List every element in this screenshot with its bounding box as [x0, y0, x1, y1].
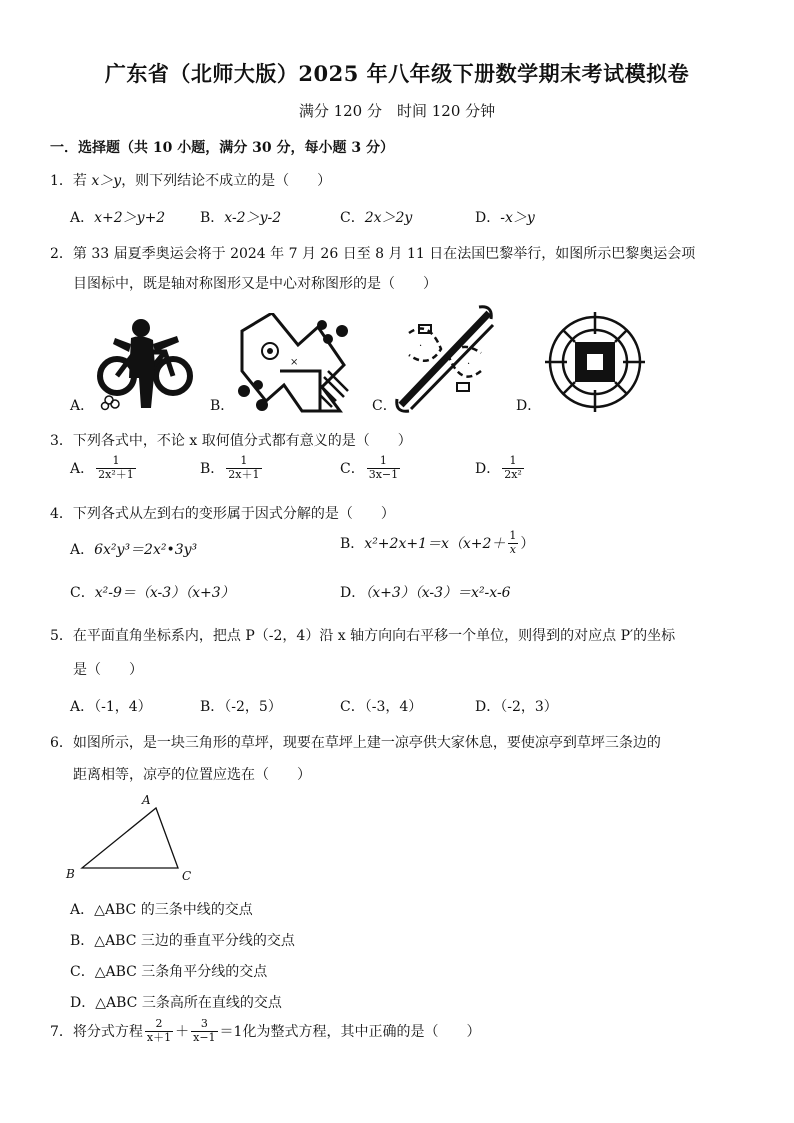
- q4-option-a: A．6x²y³＝2x²•3y³: [70, 542, 198, 558]
- q6-option-c: C．△ABC 三条角平分线的交点: [70, 964, 268, 980]
- page-title: 广东省（北师大版）2025 年八年级下册数学期末考试模拟卷: [104, 61, 690, 86]
- question-number: 1．: [50, 173, 73, 189]
- q6-option-d: D．△ABC 三条高所在直线的交点: [70, 995, 282, 1011]
- q6-option-b: B．△ABC 三边的垂直平分线的交点: [70, 933, 295, 949]
- question-number: 2．: [50, 246, 73, 262]
- svg-text:·: ·: [467, 359, 471, 370]
- q3-option-b: B． $\frac{1}{2x+1}$: [200, 454, 260, 481]
- q4-option-b: B． x²+2x+1＝x（x+2＋ $\frac{1}{x}$ ）: [340, 529, 535, 556]
- q1-option-a: A．x+2＞y+2: [70, 210, 166, 226]
- q4-option-d: D．（x+3）（x-3）＝x²-x-6: [340, 585, 511, 601]
- question-number: 5．: [50, 628, 73, 644]
- question-2-line2: 目图标中，既是轴对称图形又是中心对称图形的是（ ）: [73, 276, 437, 292]
- section-heading: 一．选择题（共 10 小题，满分 30 分，每小题 3 分）: [50, 140, 394, 156]
- question-5-line2: 是（ ）: [73, 662, 143, 678]
- q5-option-d: D．（-2，3）: [475, 699, 558, 715]
- svg-text:·: ·: [419, 341, 423, 352]
- question-4-stem: 4．下列各式从左到右的变形属于因式分解的是（ ）: [50, 506, 395, 522]
- q2-option-a-label: A．: [70, 398, 95, 414]
- page-subtitle: 满分 120 分 时间 120 分钟: [298, 102, 496, 120]
- q1-option-c: C．2x＞2y: [340, 210, 413, 226]
- q5-option-b: B．（-2，5）: [200, 699, 282, 715]
- question-number: 7．: [50, 1024, 73, 1041]
- q4-option-c: C．x²-9＝（x-3）（x+3）: [70, 585, 235, 601]
- q2-option-b-label: B．: [210, 398, 235, 414]
- q3-option-a: A． $\frac{1}{\text{2x²＋1}}$: [70, 454, 134, 481]
- q1-option-b: B．x-2＞y-2: [200, 210, 282, 226]
- question-5-line1: 5．在平面直角坐标系内，把点 P（-2，4）沿 x 轴方向向右平移一个单位，则得到的对应点 P′的坐标: [50, 628, 676, 644]
- skateboard-pictogram: [395, 305, 495, 413]
- vertex-b-label: B: [66, 867, 75, 881]
- q1-option-d: D．-x＞y: [475, 210, 535, 226]
- q3-option-c: C． $\frac{1}{3x-1}$: [340, 454, 399, 481]
- cycling-pictogram: [95, 318, 195, 413]
- q5-option-c: C．（-3，4）: [340, 699, 423, 715]
- target-pictogram: [545, 312, 645, 412]
- question-7-stem: 7． 将分式方程 $\frac{2}{x+1}$ ＋ $\frac{3}{x-1}$ ＝1化为整式方程，其中正确的是（ ）: [50, 1017, 481, 1044]
- question-6-line1: 6．如图所示，是一块三角形的草坪，现要在草坪上建一凉亭供大家休息，要使凉亭到草坪三条边的: [50, 735, 661, 751]
- q2-option-c-label: C．: [372, 398, 397, 414]
- question-number: 4．: [50, 506, 73, 522]
- triangle-diagram: [60, 790, 200, 885]
- vertex-a-label: A: [142, 793, 151, 807]
- breaking-pictogram: [232, 313, 357, 413]
- q6-option-a: A．△ABC 的三条中线的交点: [70, 902, 253, 918]
- question-number: 3．: [50, 433, 73, 449]
- q5-option-a: A．（-1，4）: [70, 699, 152, 715]
- q3-option-d: D． $\frac{1}{\text{2x²}}$: [475, 454, 522, 481]
- question-1-stem: 1．若 x＞y，则下列结论不成立的是（ ）: [50, 173, 332, 189]
- vertex-c-label: C: [182, 869, 192, 883]
- q2-option-d-label: D．: [516, 398, 542, 414]
- question-number: 6．: [50, 735, 73, 751]
- question-2-line1: 2．第 33 届夏季奥运会将于 2024 年 7 月 26 日至 8 月 11 日在法国巴黎举行，如图所示巴黎奥运会项: [50, 246, 696, 262]
- svg-text:×: ×: [290, 357, 299, 368]
- question-6-line2: 距离相等，凉亭的位置应选在（ ）: [73, 767, 311, 783]
- question-3-stem: 3．下列各式中，不论 x 取何值分式都有意义的是（ ）: [50, 433, 412, 449]
